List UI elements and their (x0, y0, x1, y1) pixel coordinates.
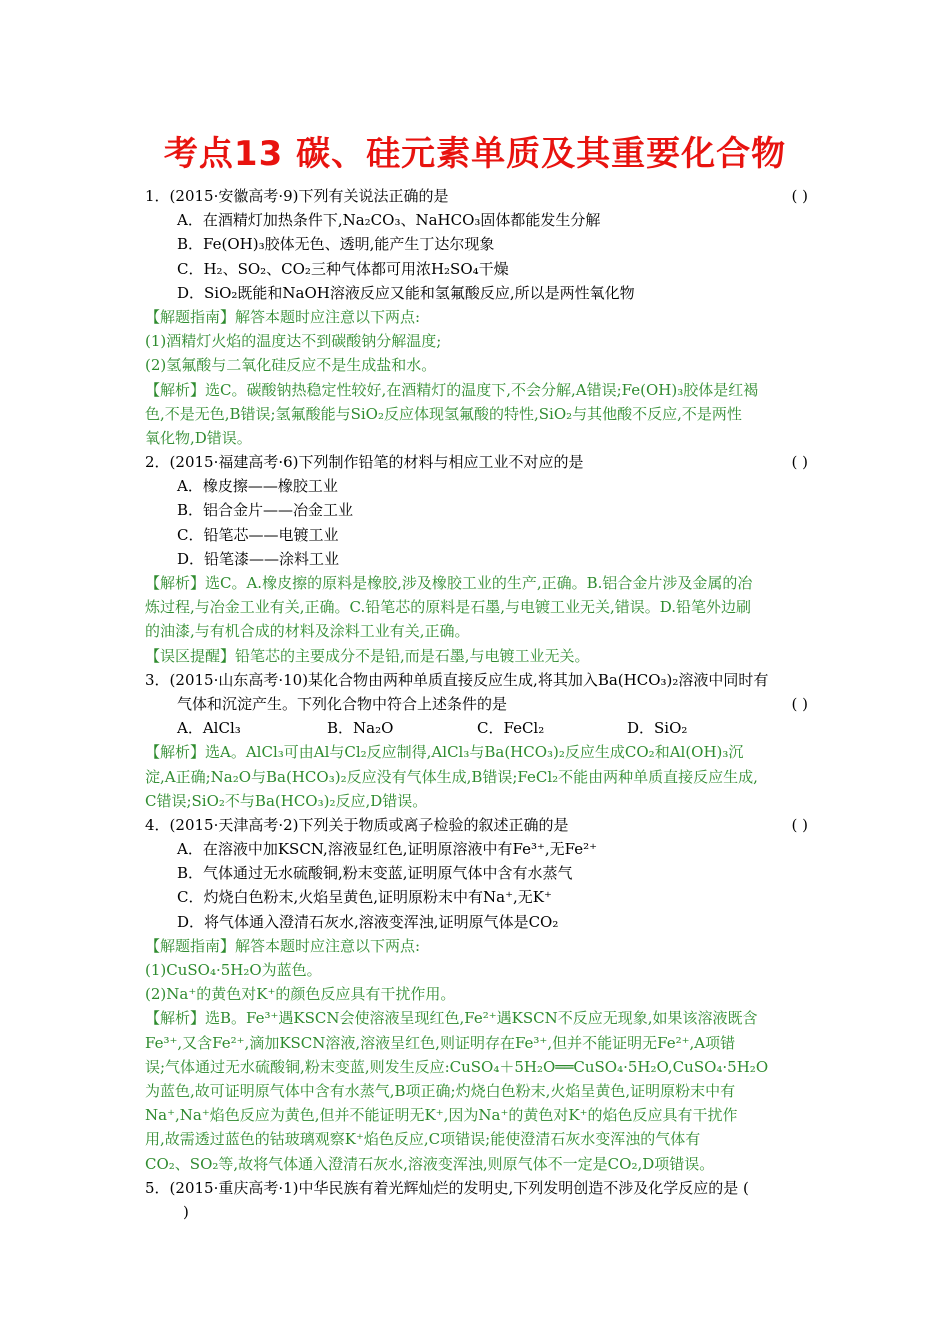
question-3-options (145, 716, 810, 740)
analysis-line: 淀,A正确;Na₂O与Ba(HCO₃)₂反应没有气体生成,B错误;FeCl₂不能由两种单质直接反应生成, (145, 767, 758, 786)
tip-line: 【误区提醒】铅笔芯的主要成分不是铅,而是石墨,与电镀工业无关。 (145, 646, 590, 665)
question-3-stem-cont (145, 692, 810, 716)
question-1-stem (145, 184, 810, 208)
option: A．橡皮擦——橡胶工业 (177, 477, 338, 496)
analysis-line: CO₂、SO₂等,故将气体通入澄清石灰水,溶液变浑浊,则原气体不一定是CO₂,D项错误。 (145, 1154, 715, 1173)
answer-blank: ( ) (791, 187, 808, 205)
question-3-stem: 3．(2015·山东高考·10)某化合物由两种单质直接反应生成,将其加入Ba(HCO₃)₂溶液中同时有 (145, 670, 769, 689)
analysis-line: 【解析】选B。Fe³⁺遇KSCN会使溶液呈现红色,Fe²⁺遇KSCN不反应无现象,如果该溶液既含 (145, 1009, 758, 1028)
question-3-text: 气体和沉淀产生。下列化合物中符合上述条件的是 (177, 694, 508, 713)
question-list (145, 184, 810, 1224)
analysis-line: C错误;SiO₂不与Ba(HCO₃)₂反应,D错误。 (145, 791, 428, 810)
option: D．SiO₂ (627, 719, 688, 738)
question-4-text: 4．(2015·天津高考·2)下列关于物质或离子检验的叙述正确的是 (145, 815, 569, 834)
analysis-line: 色,不是无色,B错误;氢氟酸能与SiO₂反应体现氢氟酸的特性,SiO₂与其他酸不反应,不是两性 (145, 404, 742, 423)
option: C．灼烧白色粉末,火焰呈黄色,证明原粉末中有Na⁺,无K⁺ (177, 888, 552, 907)
analysis-line: 炼过程,与冶金工业有关,正确。C.铅笔芯的原料是石墨,与电镀工业无关,错误。D.铅笔外边刷 (145, 598, 752, 617)
option: A．AlCl₃ (177, 719, 241, 738)
option: A．在溶液中加KSCN,溶液显红色,证明原溶液中有Fe³⁺,无Fe²⁺ (177, 840, 598, 859)
option: D．铅笔漆——涂料工业 (177, 549, 340, 568)
guide-line: 【解题指南】解答本题时应注意以下两点: (145, 936, 421, 955)
analysis-line: 的油漆,与有机合成的材料及涂料工业有关,正确。 (145, 622, 470, 641)
analysis-line: 【解析】选C。碳酸钠热稳定性较好,在酒精灯的温度下,不会分解,A错误;Fe(OH)₃胶体是红褐 (145, 380, 759, 399)
option: B．气体通过无水硫酸铜,粉末变蓝,证明原气体中含有水蒸气 (177, 864, 573, 883)
guide-line: 【解题指南】解答本题时应注意以下两点: (145, 307, 421, 326)
guide-line: (2)氢氟酸与二氧化硅反应不是生成盐和水。 (145, 356, 437, 375)
option: C．FeCl₂ (477, 719, 545, 738)
guide-line: (2)Na⁺的黄色对K⁺的颜色反应具有干扰作用。 (145, 985, 456, 1004)
guide-line: (1)CuSO₄·5H₂O为蓝色。 (145, 961, 322, 979)
option: A．在酒精灯加热条件下,Na₂CO₃、NaHCO₃固体都能发生分解 (177, 211, 601, 230)
option: D．SiO₂既能和NaOH溶液反应又能和氢氟酸反应,所以是两性氧化物 (177, 283, 635, 302)
question-5-blank-end: ) (183, 1202, 189, 1221)
option: B．Fe(OH)₃胶体无色、透明,能产生丁达尔现象 (177, 235, 495, 254)
option: D．将气体通入澄清石灰水,溶液变浑浊,证明原气体是CO₂ (177, 912, 559, 931)
question-2-text: 2．(2015·福建高考·6)下列制作铅笔的材料与相应工业不对应的是 (145, 453, 584, 472)
option: B．铝合金片——冶金工业 (177, 501, 354, 520)
page-title: 考点13 碳、硅元素单质及其重要化合物 (163, 134, 787, 174)
analysis-line: 用,故需透过蓝色的钴玻璃观察K⁺焰色反应,C项错误;能使澄清石灰水变浑浊的气体有 (145, 1130, 701, 1149)
answer-blank: ( ) (791, 694, 808, 713)
answer-blank: ( ) (791, 815, 808, 834)
analysis-line: Fe³⁺,又含Fe²⁺,滴加KSCN溶液,溶液呈红色,则证明存在Fe³⁺,但并不能证明无Fe²⁺,A项错 (145, 1033, 736, 1052)
option: C．铅笔芯——电镀工业 (177, 525, 339, 544)
question-4-stem (145, 813, 810, 837)
question-5-stem: 5．(2015·重庆高考·1)中华民族有着光辉灿烂的发明史,下列发明创造不涉及化学反应的是 ( (145, 1178, 749, 1197)
question-2-stem (145, 450, 810, 474)
analysis-line: 【解析】选A。AlCl₃可由Al与Cl₂反应制得,AlCl₃与Ba(HCO₃)₂反应生成CO₂和Al(OH)₃沉 (145, 743, 744, 762)
answer-blank: ( ) (791, 453, 808, 472)
guide-line: (1)酒精灯火焰的温度达不到碳酸钠分解温度; (145, 332, 442, 351)
analysis-line: 【解析】选C。A.橡皮擦的原料是橡胶,涉及橡胶工业的生产,正确。B.铝合金片涉及金属的冶 (145, 574, 753, 592)
analysis-line: Na⁺,Na⁺焰色反应为黄色,但并不能证明无K⁺,因为Na⁺的黄色对K⁺的焰色反应具有干扰作 (145, 1106, 738, 1125)
analysis-line: 误;气体通过无水硫酸铜,粉末变蓝,则发生反应:CuSO₄＋5H₂O══CuSO₄·5H₂O,CuSO₄·5H₂O (145, 1057, 769, 1076)
analysis-line: 氧化物,D错误。 (145, 428, 252, 447)
option: C．H₂、SO₂、CO₂三种气体都可用浓H₂SO₄干燥 (177, 259, 509, 278)
question-1-text: 1．(2015·安徽高考·9)下列有关说法正确的是 (145, 187, 449, 205)
option: B．Na₂O (327, 719, 394, 738)
analysis-line: 为蓝色,故可证明原气体中含有水蒸气,B项正确;灼烧白色粉末,火焰呈黄色,证明原粉末中有 (145, 1081, 736, 1100)
